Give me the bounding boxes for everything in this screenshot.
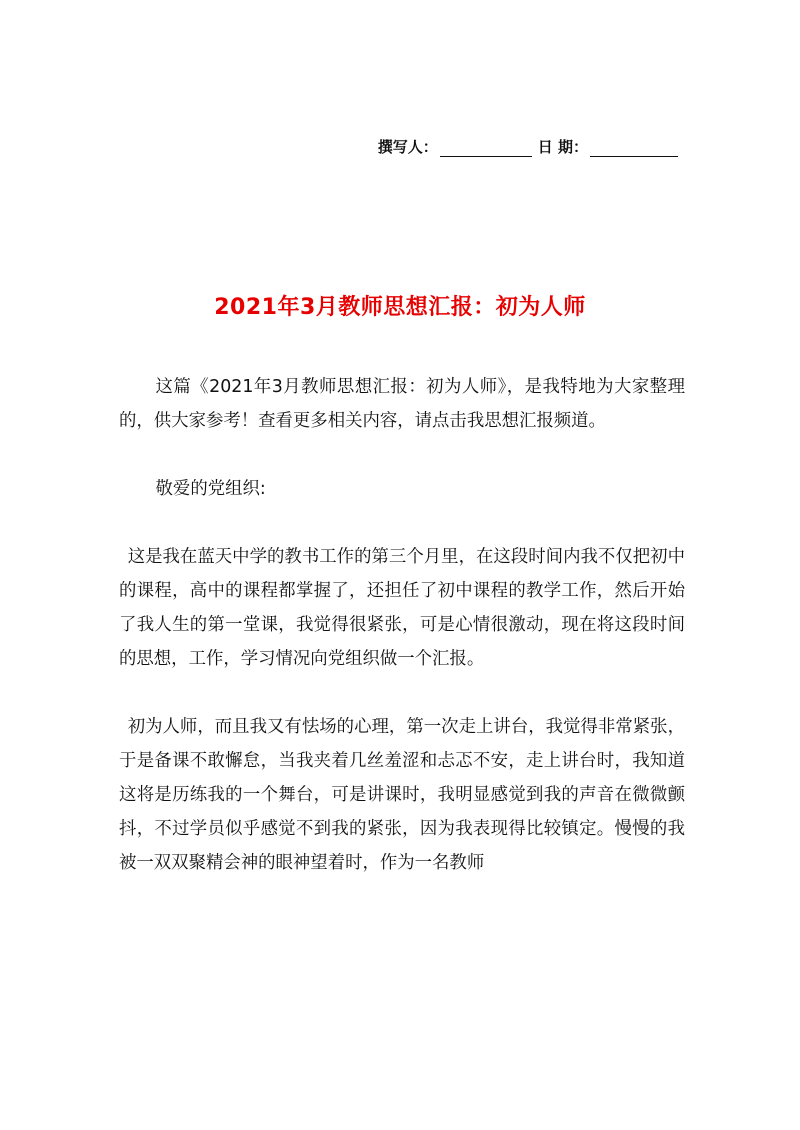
document-title: 2021年3月教师思想汇报：初为人师 xyxy=(214,295,586,320)
body-paragraph-1: 这是我在蓝天中学的教书工作的第三个月里，在这段时间内我不仅把初中的课程，高中的课程都掌握了，还担任了初中课程的教学工作，然后开始了我人生的第一堂课，我觉得很紧张，可是心情很激动，现在将这段时间的思想，工作，学习情况向党组织做一个汇报。 xyxy=(119,547,685,669)
date-blank xyxy=(590,139,678,157)
document-body xyxy=(119,370,685,880)
date-label: 日 期： xyxy=(537,138,588,156)
salutation: 敬爱的党组织: xyxy=(155,479,266,499)
author-label: 撰写人： xyxy=(377,138,438,156)
author-blank xyxy=(440,139,532,157)
body-paragraph-2: 初为人师，而且我又有怯场的心理，第一次走上讲台，我觉得非常紧张，于是备课不敢懈怠，当我夹着几丝羞涩和忐忑不安，走上讲台时，我知道这将是历练我的一个舞台，可是讲课时，我明显感觉到我的声音在微微颤抖，不过学员似乎感觉不到我的紧张，因为我表现得比较镇定。慢慢的我被一双双聚精会神的眼神望着时，作为一名教师 xyxy=(119,717,685,873)
intro-paragraph: 这篇《2021年3月教师思想汇报：初为人师》，是我特地为大家整理的，供大家参考！查看更多相关内容，请点击我思想汇报频道。 xyxy=(119,377,685,431)
header-author-date xyxy=(378,136,680,157)
